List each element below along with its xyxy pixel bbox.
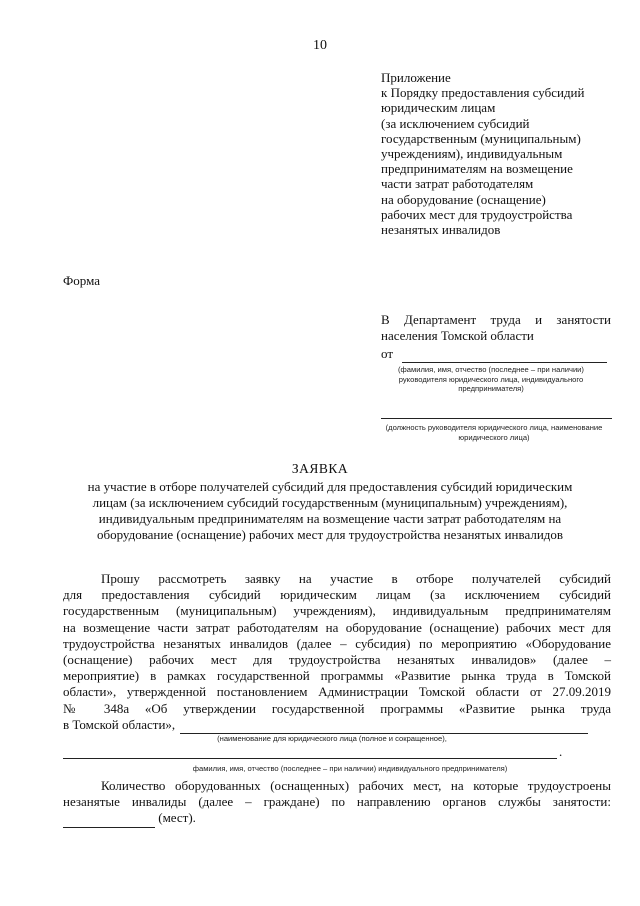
places-paragraph bbox=[63, 778, 611, 827]
appendix-line: (за исключением субсидий bbox=[381, 115, 530, 131]
paragraph-line: государственным (муниципальным) учреждениям), индивидуальным предпринимателям bbox=[63, 603, 611, 619]
applicant-name-field[interactable] bbox=[402, 346, 607, 363]
appendix-line: части затрат работодателям bbox=[381, 176, 534, 192]
form-label: Форма bbox=[63, 273, 100, 288]
appendix-line: юридическим лицам bbox=[381, 100, 496, 116]
appendix-block bbox=[381, 70, 621, 237]
document-title: ЗАЯВКА bbox=[291, 461, 349, 476]
paragraph-line: Прошу рассмотреть заявку на участие в отборе получателей субсидий bbox=[101, 571, 611, 586]
addressee-text: В Департамент труда и занятости населения Томской области bbox=[381, 312, 611, 343]
paragraph-line: № 348а «Об утверждении государственной программы «Развитие рынка труда bbox=[63, 700, 611, 716]
places-line bbox=[63, 810, 611, 826]
appendix-line: к Порядку предоставления субсидий bbox=[381, 85, 585, 101]
subtitle-line: оборудование (оснащение) рабочих мест для трудоустройства незанятых инвалидов bbox=[96, 527, 564, 542]
application-paragraph bbox=[63, 571, 611, 733]
paragraph-line: для предоставления субсидий юридическим лицам (за исключением субсидий bbox=[63, 587, 611, 603]
position-note: (должность руководителя юридического лица, наименование юридического лица) bbox=[385, 423, 603, 442]
subtitle-line: на участие в отборе получателей субсидий для предоставления субсидий юридическим bbox=[87, 479, 573, 494]
appendix-line: рабочих мест для трудоустройства bbox=[381, 206, 573, 222]
places-count-field[interactable] bbox=[63, 810, 155, 827]
appendix-line: государственным (муниципальным) bbox=[381, 130, 581, 146]
paragraph-line: Количество оборудованных (оснащенных) рабочих мест, на которые трудоустроены bbox=[101, 778, 611, 793]
paragraph-line: трудоустройства незанятых инвалидов (далее – субсидия) по мероприятию «Оборудование bbox=[63, 635, 611, 651]
entrepreneur-note: фамилия, имя, отчество (последнее – при наличии) индивидуального предпринимателя) bbox=[192, 764, 508, 773]
period-mark: . bbox=[559, 744, 563, 759]
appendix-line: незанятых инвалидов bbox=[381, 222, 501, 238]
places-suffix: (мест). bbox=[158, 810, 196, 826]
page-number: 10 bbox=[313, 38, 327, 53]
paragraph-line: незанятые инвалиды (далее – граждане) по направлению органов службы занятости: bbox=[63, 794, 611, 810]
appendix-line: Приложение bbox=[381, 70, 451, 85]
legal-name-note: (наименование для юридического лица (полное и сокращенное), bbox=[217, 734, 447, 743]
person-note: (фамилия, имя, отчество (последнее – при наличии) руководителя юридического лица, индивидуального предпринимателя) bbox=[398, 365, 584, 393]
entrepreneur-name-field[interactable] bbox=[63, 758, 557, 759]
paragraph-line: на возмещение части затрат работодателям на оборудование (оснащение) рабочих мест для bbox=[63, 619, 611, 635]
appendix-line: на оборудование (оснащение) bbox=[381, 191, 546, 207]
paragraph-last-line bbox=[63, 717, 611, 733]
subtitle-line: лицам (за исключением субсидий государственным (муниципальным) учреждениям), bbox=[92, 495, 568, 510]
from-line bbox=[381, 346, 607, 363]
paragraph-line: (оснащение) рабочих мест для трудоустройства незанятых инвалидов» (далее – bbox=[63, 651, 611, 667]
legal-entity-name-field[interactable] bbox=[180, 717, 588, 734]
from-label: от bbox=[381, 346, 394, 361]
position-field[interactable] bbox=[381, 418, 612, 419]
appendix-line: учреждениям), индивидуальным bbox=[381, 146, 563, 162]
document-subtitle bbox=[70, 479, 590, 543]
paragraph-line: области», утвержденной постановлением Администрации Томской области от 27.09.2019 bbox=[63, 684, 611, 700]
subtitle-line: индивидуальным предпринимателям на возмещение части затрат работодателям на bbox=[98, 511, 562, 526]
appendix-line: предпринимателям на возмещение bbox=[381, 161, 573, 177]
paragraph-last-text: в Томской области», bbox=[63, 716, 176, 732]
paragraph-line: мероприятие) в рамках государственной программы «Развитие рынка труда в Томской bbox=[63, 668, 611, 684]
